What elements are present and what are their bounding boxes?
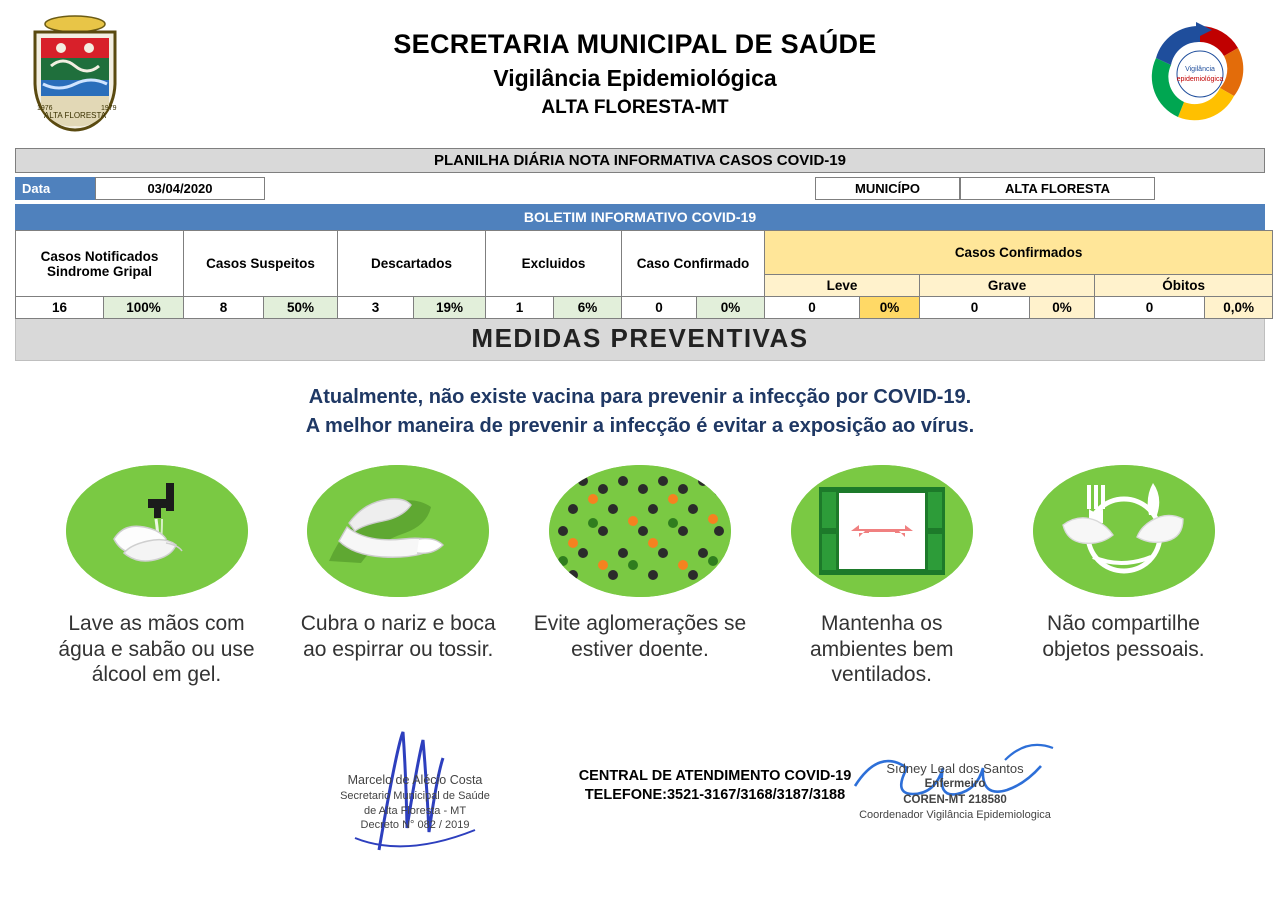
header-obitos: Óbitos: [1095, 275, 1273, 297]
value-leve-percent: 0%: [860, 297, 920, 319]
municipality-value: ALTA FLORESTA: [960, 177, 1155, 200]
table-header-row-1: [16, 231, 1273, 275]
header-casos-confirmados: Casos Confirmados: [765, 231, 1273, 275]
svg-text:1979: 1979: [101, 105, 117, 112]
call-center-phones: TELEFONE:3521-3167/3168/3187/3188: [584, 786, 846, 803]
date-and-municipality-row: [15, 177, 1265, 200]
page-city: ALTA FLORESTA-MT: [541, 96, 729, 118]
table-values-row: [16, 297, 1273, 319]
header-titles: [150, 28, 1120, 119]
page-footer: [15, 722, 1265, 852]
header-leve: Leve: [765, 275, 920, 297]
page-header: [0, 0, 1280, 148]
value-excluidos-percent: 6%: [554, 297, 622, 319]
prevention-section-title: MEDIDAS PREVENTIVAS: [15, 319, 1265, 361]
coat-of-arms-icon: [0, 14, 150, 134]
prevention-item: [291, 465, 506, 688]
value-suspeitos-percent: 50%: [264, 297, 338, 319]
ventilated-room-icon: [791, 465, 973, 597]
prevention-caption: Evite aglomerações se estiver doente.: [533, 612, 747, 661]
prevention-intro-line2: A melhor maneira de prevenir a infecção é evitar a exposição ao vírus.: [305, 415, 975, 437]
covid-stats-table: [15, 230, 1273, 319]
municipality-label: MUNICÍPO: [815, 177, 960, 200]
header-suspeitos: Casos Suspeitos: [184, 231, 338, 297]
prevention-caption: Não compartilhe objetos pessoais.: [1042, 612, 1205, 661]
date-value: 03/04/2020: [95, 177, 265, 200]
prevention-item: [774, 465, 989, 688]
value-descartados-count: 3: [338, 297, 414, 319]
no-sharing-objects-icon: [1033, 465, 1215, 597]
prevention-intro: [15, 383, 1265, 441]
prevention-caption: Cubra o nariz e boca ao espirrar ou tossir.: [300, 612, 496, 661]
value-suspeitos-count: 8: [184, 297, 264, 319]
prevention-caption: Lave as mãos com água e sabão ou use álcool em gel.: [58, 612, 255, 687]
avoid-crowds-icon: [549, 465, 731, 597]
header-descartados: Descartados: [338, 231, 486, 297]
signature-left-role: Secretario Municipal de Saúde: [340, 789, 490, 802]
sheet-title-bar: PLANILHA DIÁRIA NOTA INFORMATIVA CASOS COVID-19: [15, 148, 1265, 173]
signature-right: [835, 760, 1075, 823]
logo-text-line2: epidemiológica: [1176, 76, 1224, 83]
washing-hands-icon: [66, 465, 248, 597]
header-notificados: Casos Notificados Sindrome Gripal: [16, 231, 184, 297]
signature-left-name: Marcelo de Alécio Costa: [347, 772, 483, 787]
value-caso-confirmado-percent: 0%: [697, 297, 765, 319]
signature-right-name: Sıdney Leal dos Santos: [886, 760, 1024, 776]
header-excluidos: Excluidos: [486, 231, 622, 297]
value-caso-confirmado-count: 0: [622, 297, 697, 319]
signature-right-coren: COREN-MT 218580: [903, 793, 1007, 806]
header-caso-confirmado: Caso Confirmado: [622, 231, 765, 297]
prevention-item: [49, 465, 264, 688]
value-notificados-percent: 100%: [104, 297, 184, 319]
value-leve-count: 0: [765, 297, 860, 319]
signature-left-city: de Alta Floresta - MT: [363, 804, 467, 817]
vigilancia-epidemiologica-cycle-logo: [1120, 18, 1280, 130]
call-center-title: CENTRAL DE ATENDIMENTO COVID-19: [578, 767, 852, 784]
prevention-caption: Mantenha os ambientes bem ventilados.: [809, 612, 954, 687]
value-notificados-count: 16: [16, 297, 104, 319]
value-obitos-percent: 0,0%: [1205, 297, 1273, 319]
prevention-item: [533, 465, 748, 688]
value-grave-count: 0: [920, 297, 1030, 319]
prevention-item: [1016, 465, 1231, 688]
prevention-icons-row: [15, 465, 1265, 688]
svg-text:ALTA FLORESTA: ALTA FLORESTA: [43, 111, 107, 120]
value-grave-percent: 0%: [1030, 297, 1095, 319]
cover-cough-icon: [307, 465, 489, 597]
row-spacer: [265, 177, 815, 200]
header-grave: Grave: [920, 275, 1095, 297]
svg-text:1976: 1976: [37, 105, 53, 112]
logo-text-line1: Vigilância: [1185, 66, 1215, 73]
value-excluidos-count: 1: [486, 297, 554, 319]
prevention-intro-line1: Atualmente, não existe vacina para prevenir a infecção por COVID-19.: [308, 386, 972, 408]
value-descartados-percent: 19%: [414, 297, 486, 319]
page-subtitle: Vigilância Epidemiológica: [493, 65, 777, 92]
signature-right-title: Coordenador Vigilância Epidemiologica: [859, 809, 1051, 822]
bulletin-bar: BOLETIM INFORMATIVO COVID-19: [15, 204, 1265, 230]
page-title: SECRETARIA MUNICIPAL DE SAÚDE: [393, 29, 877, 60]
date-label: Data: [15, 177, 95, 200]
signature-right-role: Enfermeiro: [924, 778, 986, 791]
row-end-spacer: [1155, 177, 1265, 200]
value-obitos-count: 0: [1095, 297, 1205, 319]
bulletin-sheet: [15, 148, 1265, 852]
signature-left-decree: Decreto N° 082 / 2019: [360, 819, 470, 832]
signature-left: [315, 772, 515, 833]
